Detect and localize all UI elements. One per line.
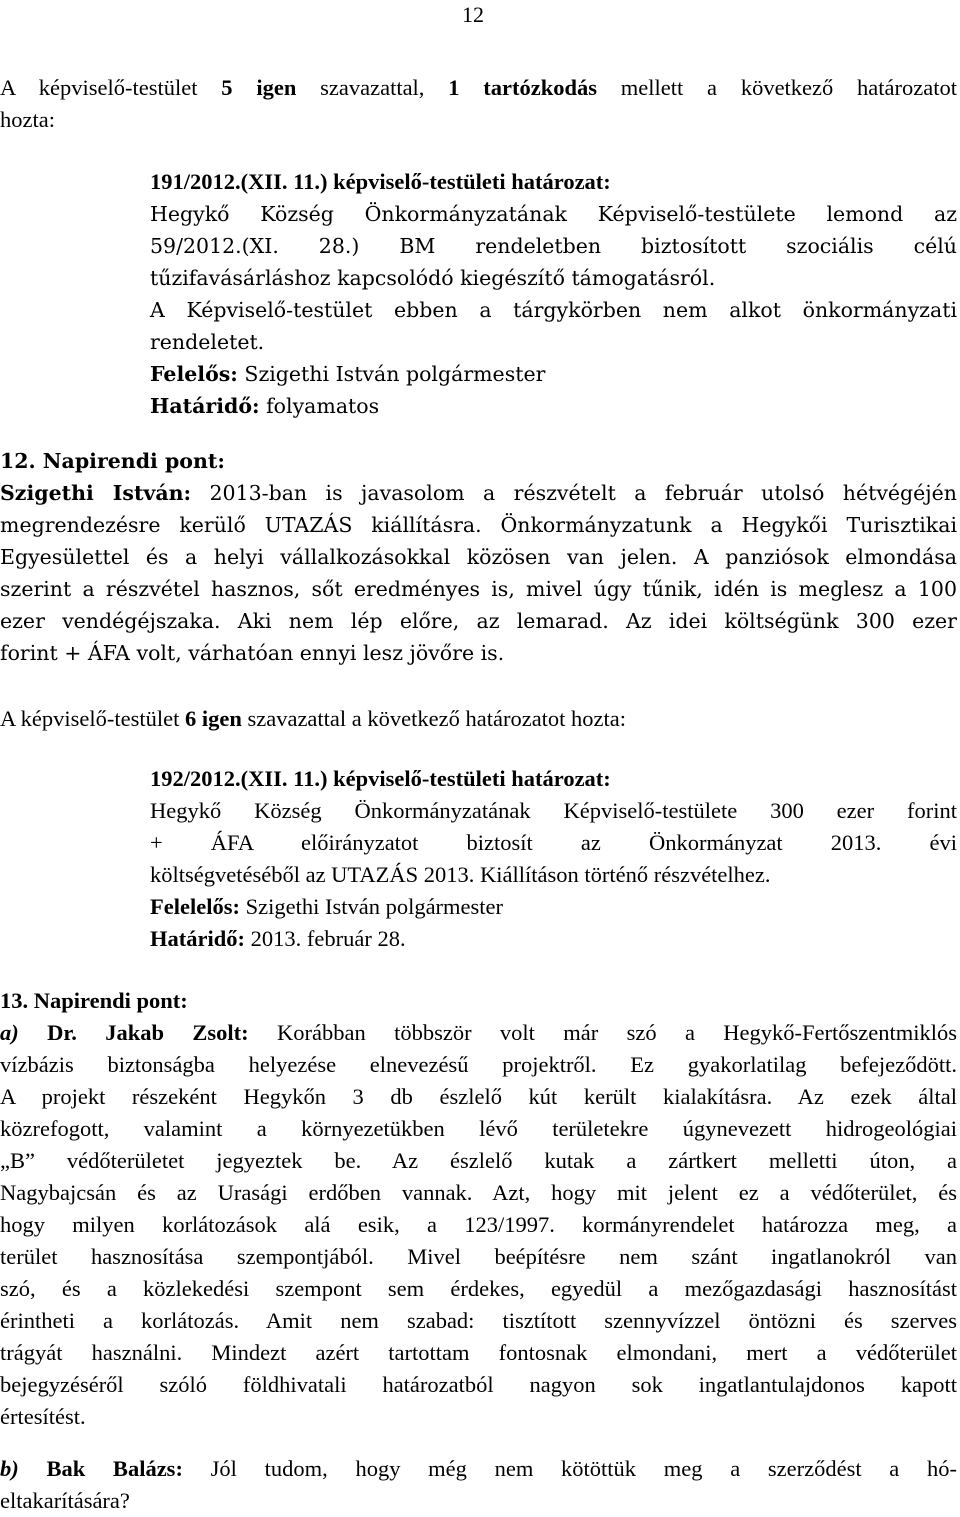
agenda-item-12: 12. Napirendi pont: Szigethi István: 2013-ban is javasolom a részvételt a február utolsó hétvégéjén megrendezésre kerülő UTAZÁS kiállításra. Önkormányzatunk a Hegykői Turisztikai Egyesülettel és a helyi vállalkozásokkal közösen van jelen. A panziósok elmondása szerint a részvétel hasznos, sőt eredményes is, mivel úgy tűnik, idén is meglesz a 100 ezer vendégéjszaka. Aki nem lép előre, az lemarad. Az idei költségünk 300 ezer forint + ÁFA volt, várhatóan ennyi lesz jövőre is. [0,445,957,669]
responsible-line: Felelelős: Szigethi István polgármester [150,894,504,919]
deadline-line: Határidő: 2013. február 28. [150,926,406,951]
page-number: 12 [462,2,484,27]
vote-statement-2: A képviselő-testület 6 igen szavazattal a következő határozatot hozta: [0,706,627,731]
deadline-line: Határidő: folyamatos [150,394,380,418]
resolution-191: 191/2012.(XII. 11.) képviselő-testületi határozat: Hegykő Község Önkormányzatának Képviselő-testülete lemond az 59/2012.(XI. 28.) BM rendeletben biztosított szociális célú tűzifavásárláshoz kapcsolódó kiegészítő támogatásról. A Képviselő-testület ebben a tárgykörben nem alkot önkormányzati rendeletet. Felelős: Szigethi István polgármester Határidő: folyamatos [150,166,957,422]
agenda-heading: 13. Napirendi pont: [0,988,188,1013]
vote-statement-1: A képviselő-testület 5 igen szavazattal, 1 tartózkodás mellett a következő határozatot hozta: [0,75,958,132]
agenda-heading: 12. Napirendi pont: [0,449,225,473]
resolution-192: 192/2012.(XII. 11.) képviselő-testületi határozat: Hegykő Község Önkormányzatának Képviselő-testülete 300 ezer forint + ÁFA előirányzatot biztosít az Önkormányzat 2013. évi költségvetéséből az UTAZÁS 2013. Kiállításon történő részvételhez. Felelelős: Szigethi István polgármester Határidő: 2013. február 28. [150,763,957,955]
responsible-line: Felelős: Szigethi István polgármester [150,362,546,386]
agenda-item-13: 13. Napirendi pont: a) Dr. Jakab Zsolt: Korábban többször volt már szó a Hegykő-Fertőszentmiklós vízbázis biztonságba helyezése elnevezésű projektről. Ez gyakorlatilag befejeződött. A projekt részeként Hegykőn 3 db észlelő kút került kialakításra. Az ezek által közrefogott, valamint a környezetükben lévő területekre úgynevezett hidrogeológiai „B” védőterületet jegyeztek be. Az észlelő kutak a zártkert melletti úton, a Nagybajcsán és az Urasági erdőben vannak. Azt, hogy mit jelent ez a védőterület, és hogy milyen korlátozások alá esik, a 123/1997. kormányrendelet határozza meg, a terület hasznosítása szempontjából. Mivel beépítésre nem szánt ingatlanokról van szó, és a közlekedési szempont sem érdekes, egyedül a mezőgazdasági hasznosítást érintheti a korlátozás. Amit nem szabad: tisztított szennyvízzel öntözni és szerves trágyát használni. Mindezt azért tartottam fontosnak elmondani, mert a védőterület bejegyzéséről szóló földhivatali határozatból nagyon sok ingatlantulajdonos kapott értesítést. b) Bak Balázs: Jól tudom, hogy még nem kötöttük meg a szerződést a hó- eltakarítására? [0,985,957,1517]
resolution-title: 191/2012.(XII. 11.) képviselő-testületi határozat: [150,169,611,194]
resolution-title: 192/2012.(XII. 11.) képviselő-testületi határozat: [150,766,611,791]
